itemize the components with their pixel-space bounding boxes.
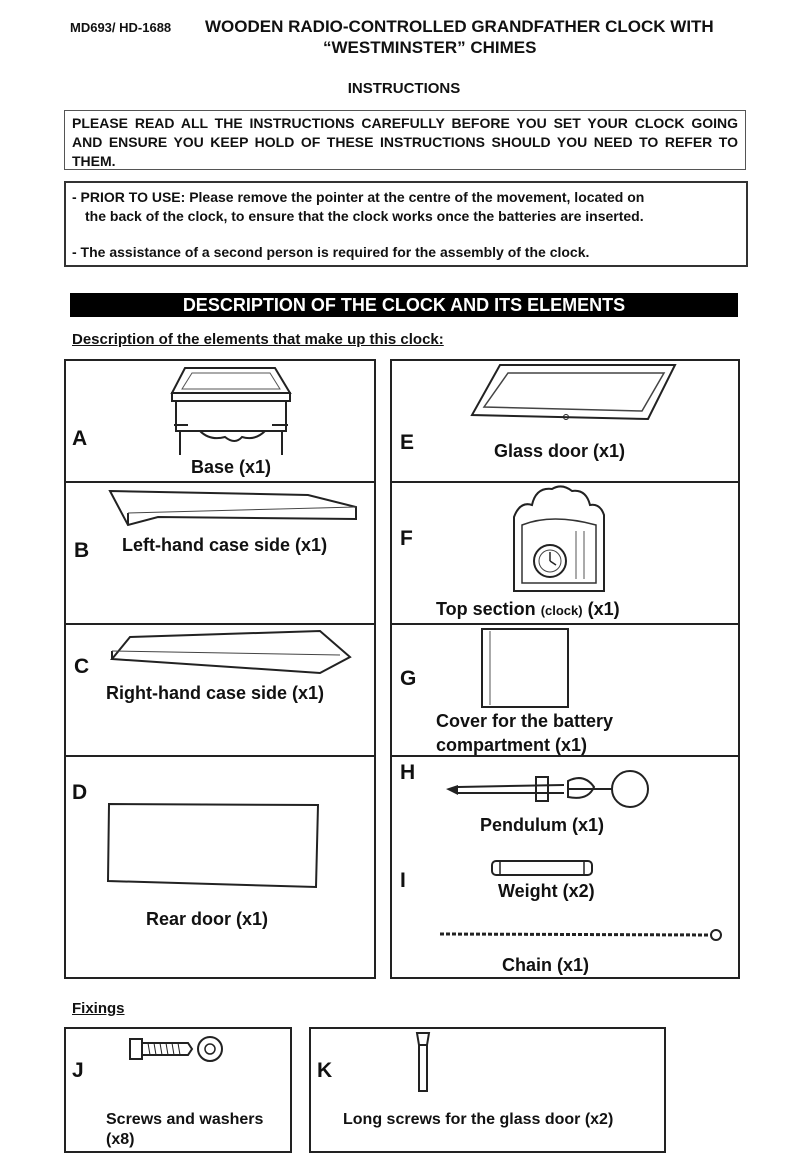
letter-e: E (400, 431, 415, 454)
label-battery-cover-2: compartment (x1) (436, 735, 588, 755)
chain-icon (438, 923, 728, 945)
fixing-k-cell (309, 1027, 666, 1153)
title-line-1: WOODEN RADIO-CONTROLLED GRANDFATHER CLOCK WITH (205, 17, 714, 36)
label-long-screws: Long screws for the glass door (x2) (343, 1111, 614, 1128)
title-line-2: “WESTMINSTER” CHIMES (323, 38, 537, 57)
instructions-heading: INSTRUCTIONS (347, 80, 461, 97)
element-f-cell (390, 481, 740, 625)
assistance-line: - The assistance of a second person is required for the assembly of the clock. (72, 244, 590, 260)
label-battery-cover-1: Cover for the battery (436, 711, 614, 731)
label-left-case-side: Left-hand case side (x1) (122, 535, 328, 555)
letter-a: A (72, 427, 88, 450)
fixings-heading: Fixings (72, 1000, 125, 1017)
label-base: Base (x1) (191, 457, 272, 477)
letter-h: H (400, 761, 416, 784)
left-case-side-icon (108, 483, 368, 533)
label-rear-door: Rear door (x1) (146, 909, 269, 929)
screw-and-washer-icon (128, 1033, 228, 1069)
label-screws-washers-2: (x8) (106, 1131, 135, 1148)
letter-k: K (317, 1059, 333, 1082)
label-top-section-clock: (clock) (540, 603, 583, 618)
pendulum-icon (444, 765, 654, 815)
letter-g: G (400, 667, 417, 690)
prior-line-1: - PRIOR TO USE: Please remove the pointer at the centre of the movement, located on (72, 189, 645, 205)
element-d-cell (64, 755, 376, 979)
label-pendulum: Pendulum (x1) (480, 815, 605, 835)
element-e-cell (390, 359, 740, 483)
element-g-cell (390, 623, 740, 757)
rear-door-icon (106, 801, 321, 891)
element-a-cell (64, 359, 376, 483)
weight-icon (488, 857, 598, 879)
letter-b: B (74, 539, 90, 562)
notice-box (64, 110, 746, 170)
label-right-case-side: Right-hand case side (x1) (106, 683, 325, 703)
label-top-section-qty: (x1) (587, 599, 620, 619)
label-weight: Weight (x2) (498, 881, 595, 901)
glass-door-icon (470, 363, 680, 423)
battery-cover-icon (480, 627, 570, 709)
element-b-cell (64, 481, 376, 625)
letter-i: I (400, 869, 406, 892)
elements-heading: Description of the elements that make up this clock: (72, 331, 444, 348)
label-top-section-main: Top section (436, 599, 536, 619)
base-icon (170, 363, 300, 463)
letter-c: C (74, 655, 90, 678)
letter-j: J (72, 1059, 84, 1082)
long-screw-icon (411, 1029, 435, 1095)
document-title (205, 16, 765, 58)
model-number: MD693/ HD-1688 (70, 20, 172, 35)
label-chain: Chain (x1) (502, 955, 590, 975)
element-h-i-cell (390, 755, 740, 979)
prior-to-use-box (64, 181, 748, 267)
prior-line-2: the back of the clock, to ensure that the clock works once the batteries are inserted. (85, 208, 644, 224)
top-section-clock-icon (510, 483, 610, 593)
letter-d: D (72, 781, 88, 804)
label-glass-door: Glass door (x1) (494, 441, 626, 461)
notice-text: PLEASE READ ALL THE INSTRUCTIONS CAREFULLY BEFORE YOU SET YOUR CLOCK GOING AND ENSURE YOU KEEP HOLD OF THESE INSTRUCTIONS SHOULD YOU NEED TO REFER TO THEM. (72, 115, 738, 169)
element-c-cell (64, 623, 376, 757)
section-title: DESCRIPTION OF THE CLOCK AND ITS ELEMENTS (70, 293, 738, 317)
label-top-section (436, 599, 620, 620)
right-case-side-icon (110, 629, 360, 679)
letter-f: F (400, 527, 413, 550)
label-screws-washers-1: Screws and washers (106, 1111, 264, 1128)
fixing-j-cell (64, 1027, 292, 1153)
